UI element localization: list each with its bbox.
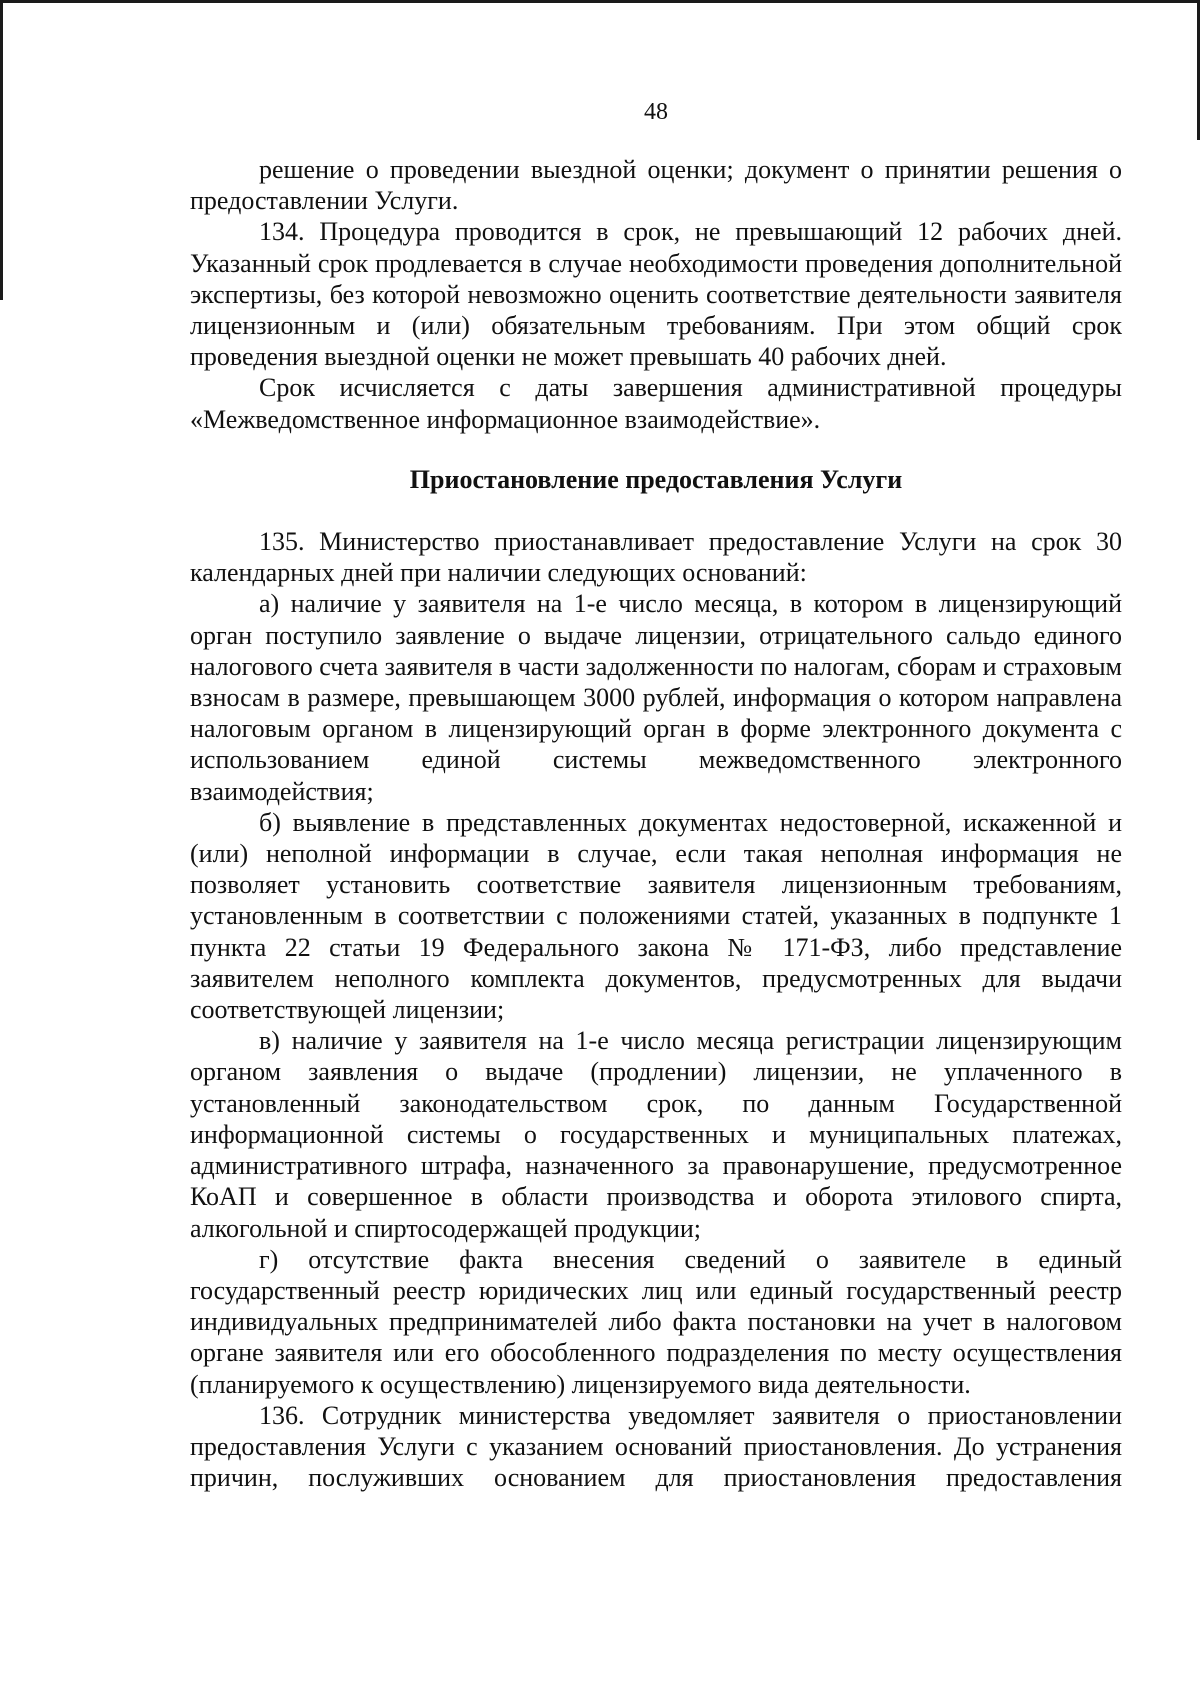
paragraph-136: 136. Сотрудник министерства уведомляет заявителя о приостановлении предоставления Услуги с указанием оснований приостановления. До устранения причин, послуживших основанием для приостановления предоставления (190, 1400, 1122, 1493)
section-heading: Приостановление предоставления Услуги (409, 464, 903, 494)
paragraph-135: 135. Министерство приостанавливает предоставление Услуги на срок 30 календарных дней при наличии следующих оснований: (190, 527, 1122, 588)
paragraph-continuation: решение о проведении выездной оценки; документ о принятии решения о предоставлении Услуги. (190, 155, 1122, 216)
paragraph-135-item-g: г) отсутствие факта внесения сведений о заявителе в единый государственный реестр юридических лиц или единый государственный реестр индивидуальных предпринимателей либо факта постановки на учет в налоговом органе заявителя или его обособленного подразделения по месту осуществления (планируемого к осуществлению) лицензируемого вида деятельности. (190, 1244, 1122, 1399)
page-number: 48 (644, 99, 668, 125)
paragraph-135-item-b: б) выявление в представленных документах недостоверной, искаженной и (или) неполной информации в случае, если такая неполная информация не позволяет установить соответствие заявителя лицензионным требованиям, установленным в соответствии с положениями статей, указанных в подпункте 1 пункта 22 статьи 19 Федерального закона № 171-ФЗ, либо представление заявителем неполного комплекта документов, предусмотренных для выдачи соответствующей лицензии; (190, 807, 1122, 1025)
paragraph-134: 134. Процедура проводится в срок, не превышающий 12 рабочих дней. Указанный срок продлевается в случае необходимости проведения дополнительной экспертизы, без которой невозможно оценить соответствие деятельности заявителя лицензионным и (или) обязательным требованиям. При этом общий срок проведения выездной оценки не может превышать 40 рабочих дней. (190, 217, 1122, 372)
paragraph-term-calculation: Срок исчисляется с даты завершения административной процедуры «Межведомственное информационное взаимодействие». (190, 373, 1122, 434)
paragraph-135-item-v: в) наличие у заявителя на 1-е число месяца регистрации лицензирующим органом заявления о выдаче (продлении) лицензии, не уплаченного в установленный законодательством срок, по данным Государственной информационной системы о государственных и муниципальных платежах, административного штрафа, назначенного за правонарушение, предусмотренное КоАП и совершенное в области производства и оборота этилового спирта, алкогольной и спиртосодержащей продукции; (190, 1026, 1122, 1243)
scan-border-top (0, 0, 1200, 3)
document-body (190, 154, 1122, 1493)
scan-border-left (0, 0, 3, 300)
paragraph-135-item-a: а) наличие у заявителя на 1-е число месяца, в котором в лицензирующий орган поступило заявление о выдаче лицензии, отрицательного сальдо единого налогового счета заявителя в части задолженности по налогам, сборам и страховым взносам в размере, превышающем 3000 рублей, информация о котором направлена налоговым органом в лицензирующий орган в форме электронного документа с использованием единой системы межведомственного электронного взаимодействия; (190, 589, 1122, 806)
